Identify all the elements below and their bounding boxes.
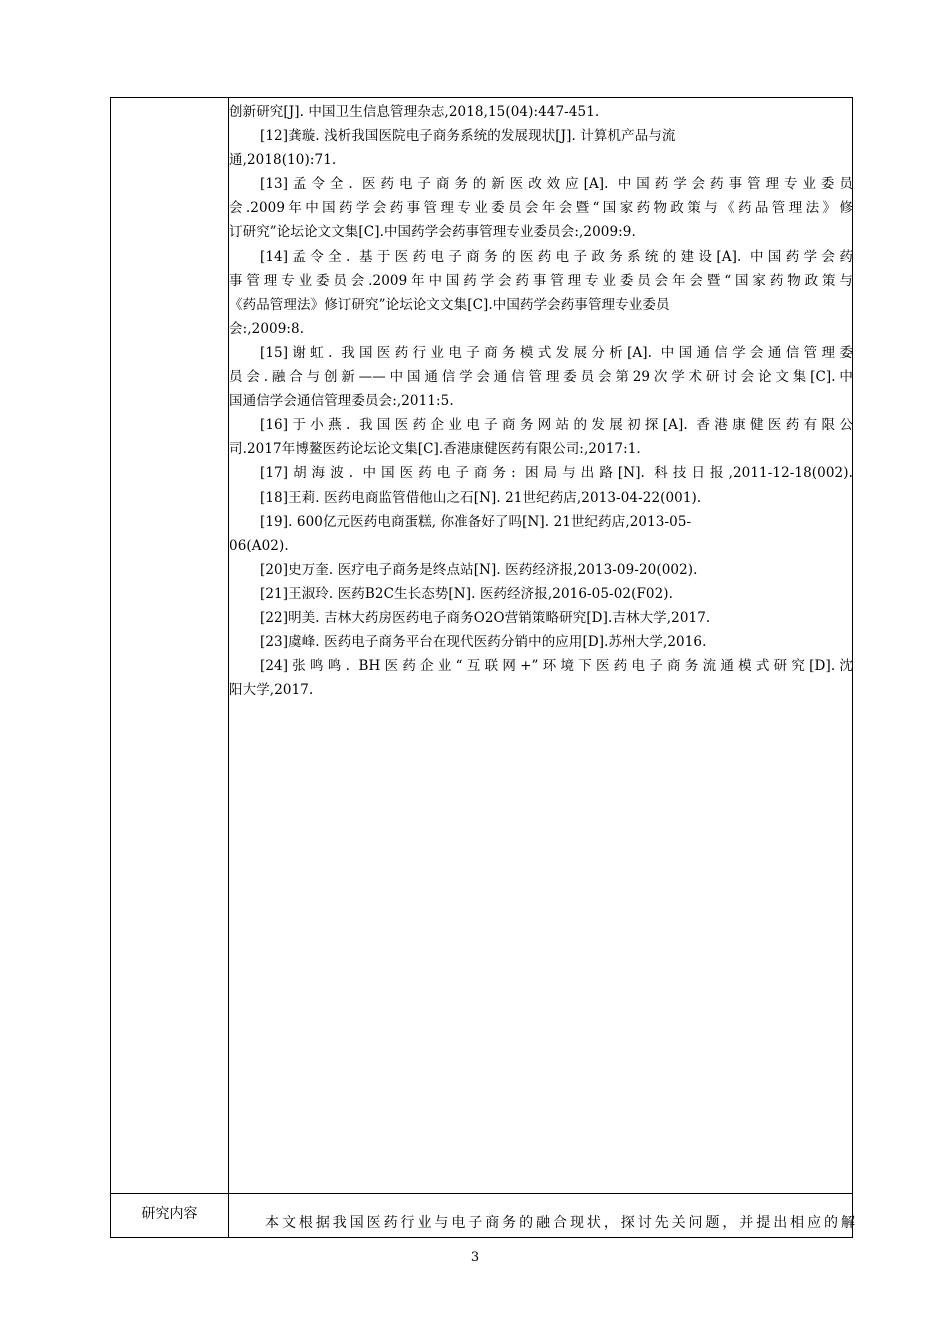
reference-line: 通,2018(10):71. [229, 152, 337, 169]
reference-line: [14]孟令全. 基于医药电子商务的医药电子政务系统的建设[A]. 中国药学会药 [260, 248, 853, 265]
reference-line: 订研究”论坛论文文集[C].中国药学会药事管理专业委员会:,2009:9. [229, 224, 636, 241]
reference-line: [18]王莉. 医药电商监管借他山之石[N]. 21世纪药店,2013-04-22(001). [260, 489, 702, 506]
reference-list [229, 98, 853, 702]
reference-line: 06(A02). [229, 537, 289, 554]
proposal-table [110, 97, 853, 1238]
reference-line: 员会.融合与创新——中国通信学会通信管理委员会第29次学术研讨会论文集[C].中 [229, 369, 853, 386]
reference-line: [16]于小燕. 我国医药企业电子商务网站的发展初探[A]. 香港康健医药有限公 [260, 417, 853, 434]
reference-line: [19]. 600亿元医药电商蛋糕, 你准备好了吗[N]. 21世纪药店,2013-05- [260, 513, 692, 530]
reference-line: [23]虞峰. 医药电子商务平台在现代医药分销中的应用[D].苏州大学,2016. [260, 634, 707, 651]
reference-line: 《药品管理法》修订研究”论坛论文文集[C].中国药学会药事管理专业委员 [229, 296, 670, 313]
reference-line: [24]张鸣鸣. BH医药企业“互联网+”环境下医药电子商务流通模式研究[D].沈 [260, 658, 853, 675]
reference-line: 会:,2009:8. [229, 320, 305, 337]
reference-line: 创新研究[J]. 中国卫生信息管理杂志,2018,15(04):447-451. [229, 104, 600, 120]
reference-line: 国通信学会通信管理委员会:,2011:5. [229, 393, 454, 410]
reference-line: 阳大学,2017. [229, 682, 314, 699]
reference-line: [20]史万奎. 医疗电子商务是终点站[N]. 医药经济报,2013-09-20(002). [260, 561, 698, 578]
reference-line: 会.2009年中国药学会药事管理专业委员会年会暨“国家药物政策与《药品管理法》修 [229, 200, 853, 217]
reference-line: [22]明美. 吉林大药房医药电子商务O2O营销策略研究[D].吉林大学,2017. [260, 609, 711, 626]
section-label: 研究内容 [141, 1206, 198, 1222]
reference-line: [17]胡海波. 中国医药电子商务: 困局与出路[N]. 科技日报,2011-12-18(002). [260, 465, 853, 482]
reference-line: [21]王淑玲. 医药B2C生长态势[N]. 医药经济报,2016-05-02(F02). [260, 585, 674, 602]
reference-line: [12]龚璇. 浅析我国医院电子商务系统的发展现状[J]. 计算机产品与流 [260, 128, 676, 145]
section-content: 本文根据我国医药行业与电子商务的融合现状，探讨先关问题，并提出相应的解 [265, 1215, 855, 1231]
reference-line: [15]谢虹. 我国医药行业电子商务模式发展分析[A]. 中国通信学会通信管理委 [260, 344, 853, 361]
page-number: 3 [470, 1250, 480, 1265]
reference-line: 事管理专业委员会.2009年中国药学会药事管理专业委员会年会暨“国家药物政策与 [229, 272, 853, 289]
reference-line: 司.2017年博鳌医药论坛论文集[C].香港康健医药有限公司:,2017:1. [229, 441, 641, 458]
reference-line: [13]孟令全. 医药电子商务的新医改效应[A]. 中国药学会药事管理专业委员 [260, 176, 853, 193]
